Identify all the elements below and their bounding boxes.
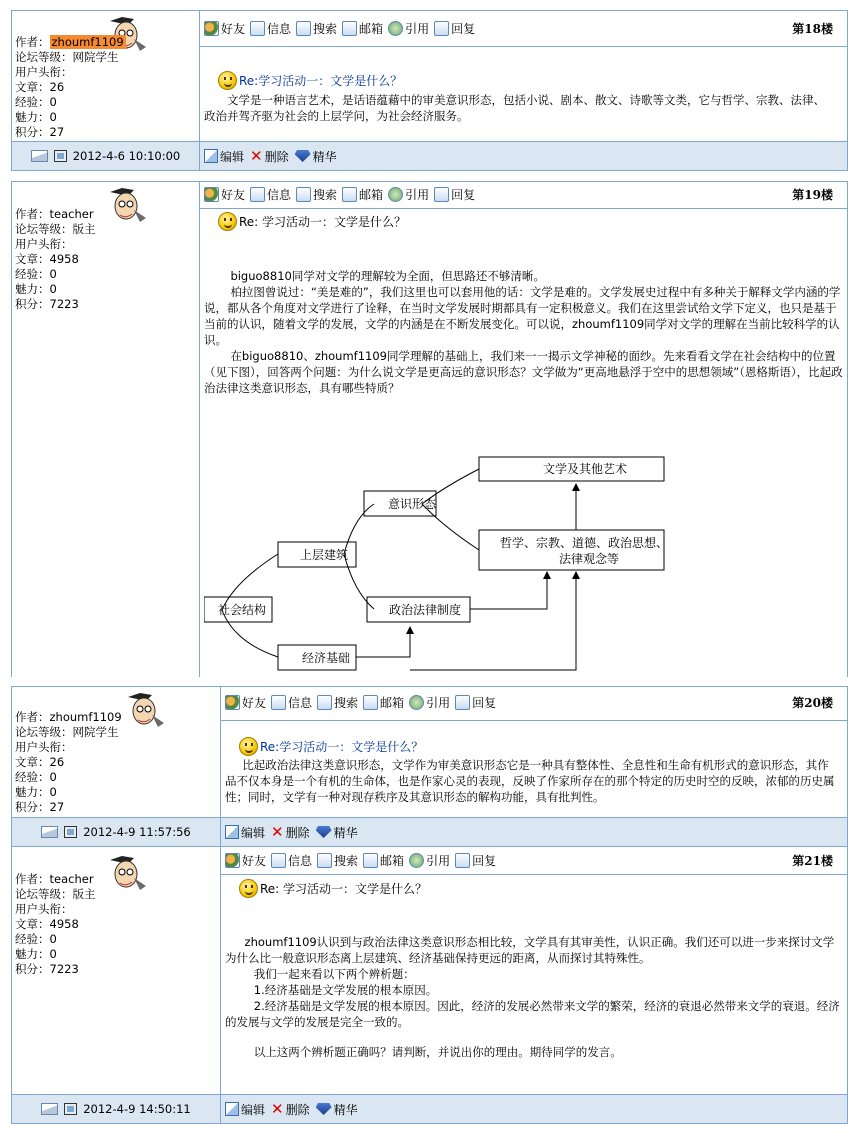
reply-icon (455, 695, 470, 710)
mail-button[interactable] (363, 694, 404, 711)
quote-label: 引用 (426, 696, 451, 710)
smiley-icon (239, 879, 258, 898)
post-actions (200, 142, 847, 170)
quote-label: 引用 (426, 854, 451, 868)
exp-value: 0 (49, 932, 57, 946)
author-name[interactable]: zhoumf1109 (51, 35, 124, 49)
avatar (104, 852, 148, 892)
body-paragraph: 以上这两个辨析题正确吗？请判断，并说出你的理由。期待同学的发言。 (253, 1045, 622, 1059)
info-label: 信息 (267, 22, 292, 36)
search-doc-icon (296, 187, 311, 202)
search-button[interactable] (296, 186, 337, 203)
points-value: 27 (49, 800, 65, 814)
points-label: 积分： (15, 962, 50, 976)
info-button[interactable] (250, 20, 291, 37)
post-toolbar (225, 694, 496, 711)
search-label: 搜索 (313, 22, 338, 36)
delete-button[interactable] (250, 148, 289, 165)
gem-icon (316, 826, 332, 838)
info-button[interactable] (271, 694, 312, 711)
charm-value: 0 (49, 947, 57, 961)
post-title (218, 212, 406, 231)
post-date: 2012-4-6 10:10:00 (72, 149, 181, 163)
charm-label: 魅力： (15, 947, 50, 961)
reply-button[interactable] (434, 20, 475, 37)
author-label: 作者： (15, 872, 50, 886)
level-label: 论坛等级： (15, 725, 73, 739)
edit-icon (204, 149, 218, 163)
delete-label: 删除 (264, 149, 289, 164)
author-panel (12, 847, 221, 1096)
message-icon[interactable] (41, 826, 58, 838)
envelope-icon (342, 21, 357, 36)
info-button[interactable] (271, 852, 312, 869)
friend-button[interactable] (204, 186, 245, 203)
post-18 (11, 10, 848, 171)
mail-label: 邮箱 (359, 22, 384, 36)
posts-value: 4958 (49, 252, 79, 266)
friends-icon (204, 187, 219, 202)
social-structure-diagram (204, 452, 674, 677)
mail-label: 邮箱 (380, 854, 405, 868)
essence-button[interactable] (316, 824, 358, 841)
post-date: 2012-4-9 14:50:11 (83, 1102, 191, 1116)
ip-icon[interactable] (54, 150, 67, 162)
quote-label: 引用 (405, 22, 430, 36)
friend-label: 好友 (221, 188, 246, 202)
edit-icon (225, 825, 239, 839)
post-body (204, 92, 834, 124)
document-icon (250, 21, 265, 36)
post-meta-footer (12, 818, 221, 846)
edit-icon (225, 1102, 239, 1116)
post-title-text: Re:学习活动一：文学是什么？ (260, 740, 424, 754)
reply-button[interactable] (434, 186, 475, 203)
friend-button[interactable] (204, 20, 245, 37)
quote-button[interactable] (388, 20, 429, 37)
friend-label: 好友 (221, 22, 246, 36)
quote-label: 引用 (405, 188, 430, 202)
title-label: 用户头衔： (15, 237, 73, 251)
post-date: 2012-4-9 11:57:56 (83, 825, 191, 839)
level-value: 版主 (72, 222, 96, 236)
post-actions (221, 1095, 847, 1123)
mail-button[interactable] (363, 852, 404, 869)
points-value: 7223 (49, 962, 79, 976)
post-toolbar (225, 852, 496, 869)
charm-value: 0 (49, 282, 57, 296)
author-panel (12, 11, 200, 143)
exp-value: 0 (49, 95, 57, 109)
header-divider (221, 874, 847, 875)
delete-icon: ✕ (271, 1100, 284, 1118)
exp-label: 经验： (15, 267, 50, 281)
post-20 (11, 686, 848, 846)
smiley-icon (218, 212, 237, 231)
post-title (218, 71, 402, 90)
essence-button[interactable] (316, 1101, 358, 1118)
edit-label: 编辑 (241, 1102, 266, 1117)
header-divider (200, 208, 847, 209)
author-name[interactable]: teacher (49, 207, 94, 221)
message-icon[interactable] (31, 150, 48, 162)
charm-label: 魅力： (15, 110, 50, 124)
floor-number: 第21楼 (792, 854, 833, 868)
body-paragraph: 文学是一种语言艺术，是话语蕴藉中的审美意识形态，包括小说、剧本、散文、诗歌等文类，它与哲学、宗教、法律、政治并驾齐驱为社会的上层学问，为社会经济服务。 (204, 93, 825, 123)
mail-label: 邮箱 (359, 188, 384, 202)
document-icon (250, 187, 265, 202)
friend-button[interactable] (225, 694, 266, 711)
level-value: 网院学生 (72, 50, 119, 64)
post-toolbar (204, 186, 475, 203)
quote-icon (409, 853, 424, 868)
post-title-text: Re: 学习活动一：文学是什么？ (239, 215, 407, 229)
exp-label: 经验： (15, 95, 50, 109)
author-label: 作者： (15, 710, 50, 724)
delete-button[interactable] (271, 1101, 310, 1118)
gem-icon (316, 1103, 332, 1115)
essence-label: 精华 (333, 1102, 358, 1117)
friend-button[interactable] (225, 852, 266, 869)
floor-number: 第18楼 (792, 22, 833, 36)
label-politics-law: 政治法律制度 (389, 603, 462, 617)
reply-icon (434, 187, 449, 202)
avatar (122, 689, 166, 729)
ip-icon[interactable] (64, 826, 77, 838)
search-label: 搜索 (334, 696, 359, 710)
points-label: 积分： (15, 125, 50, 139)
edit-label: 编辑 (241, 825, 266, 840)
floor-number: 第20楼 (792, 696, 833, 710)
label-economic-base: 经济基础 (302, 651, 351, 665)
post-body (225, 934, 843, 1060)
body-paragraph: 2.经济基础是文学发展的根本原因。因此，经济的发展必然带来文学的繁荣，经济的衰退必然带来文学的衰退。经济的发展与文学的发展是完全一致的。 (225, 999, 840, 1029)
envelope-icon (363, 695, 378, 710)
document-icon (271, 853, 286, 868)
reply-button[interactable] (455, 852, 496, 869)
reply-icon (455, 853, 470, 868)
body-paragraph: 1.经济基础是文学发展的根本原因。 (253, 983, 438, 997)
info-button[interactable] (250, 186, 291, 203)
title-label: 用户头衔： (15, 65, 73, 79)
charm-label: 魅力： (15, 785, 50, 799)
posts-value: 26 (49, 80, 65, 94)
level-label: 论坛等级： (15, 50, 73, 64)
title-label: 用户头衔： (15, 740, 73, 754)
document-icon (271, 695, 286, 710)
reply-label: 回复 (472, 696, 497, 710)
title-label: 用户头衔： (15, 902, 73, 916)
author-meta (15, 710, 122, 815)
label-society: 社会结构 (218, 603, 267, 617)
body-paragraph: biguo8810同学对文学的理解较为全面，但思路还不够清晰。 (230, 269, 545, 283)
body-paragraph: 在biguo8810、zhoumf1109同学理解的基础上，我们来一一揭示文学神秘的面纱。先来看看文学在社会结构中的位置（见下图），回答两个问题：为什么说文学是更高远的意识形态？文学做为“更高地悬浮于空中的思想领域”（恩格斯语），比起政治法律这类意识形态，具有哪些特质？ (204, 349, 843, 395)
exp-value: 0 (49, 267, 57, 281)
post-footer (12, 817, 847, 846)
author-name[interactable]: teacher (49, 872, 94, 886)
quote-icon (388, 187, 403, 202)
info-label: 信息 (288, 854, 313, 868)
search-button[interactable] (317, 694, 358, 711)
level-label: 论坛等级： (15, 222, 73, 236)
edit-button[interactable] (225, 824, 265, 841)
essence-label: 精华 (312, 149, 337, 164)
edit-button[interactable] (204, 148, 244, 165)
author-name[interactable]: zhoumf1109 (49, 710, 122, 724)
quote-button[interactable] (409, 852, 450, 869)
charm-value: 0 (49, 110, 57, 124)
reply-label: 回复 (451, 188, 476, 202)
posts-label: 文章： (15, 80, 50, 94)
smiley-icon (239, 737, 258, 756)
envelope-icon (363, 853, 378, 868)
charm-label: 魅力： (15, 282, 50, 296)
mail-button[interactable] (342, 186, 383, 203)
friends-icon (225, 695, 240, 710)
label-philosophy-2: 法律观念等 (559, 552, 620, 566)
post-title (239, 737, 423, 756)
post-meta-footer (12, 142, 200, 170)
points-label: 积分： (15, 800, 50, 814)
label-philosophy-1: 哲学、宗教、道德、政治思想、 (500, 536, 669, 550)
info-label: 信息 (288, 696, 313, 710)
envelope-icon (342, 187, 357, 202)
search-button[interactable] (317, 852, 358, 869)
post-title (239, 879, 427, 898)
floor-number: 第19楼 (792, 188, 833, 202)
ip-icon[interactable] (64, 1103, 77, 1115)
post-body (204, 268, 846, 396)
author-panel (12, 182, 200, 677)
post-actions (221, 818, 847, 846)
essence-label: 精华 (333, 825, 358, 840)
quote-button[interactable] (409, 694, 450, 711)
reply-label: 回复 (451, 22, 476, 36)
search-doc-icon (317, 853, 332, 868)
smiley-icon (218, 71, 237, 90)
delete-label: 删除 (285, 1102, 310, 1117)
author-meta (15, 35, 126, 140)
search-doc-icon (317, 695, 332, 710)
quote-button[interactable] (388, 186, 429, 203)
author-meta (15, 872, 96, 977)
post-content (221, 687, 847, 717)
exp-label: 经验： (15, 932, 50, 946)
post-content (221, 847, 847, 877)
friend-label: 好友 (242, 696, 267, 710)
author-panel (12, 687, 221, 818)
search-label: 搜索 (313, 188, 338, 202)
points-value: 27 (49, 125, 65, 139)
essence-button[interactable] (295, 148, 337, 165)
posts-value: 26 (49, 755, 65, 769)
exp-value: 0 (49, 770, 57, 784)
body-paragraph: zhoumf1109认识到与政治法律这类意识形态相比较，文学具有其审美性，认识正确。我们还可以进一步来探讨文学为什么比一般意识形态离上层建筑、经济基础保持更远的距离，从而探讨其特殊性。 (225, 935, 835, 965)
post-21 (11, 846, 848, 1124)
charm-value: 0 (49, 785, 57, 799)
header-divider (200, 46, 847, 47)
quote-icon (388, 21, 403, 36)
posts-label: 文章： (15, 917, 50, 931)
avatar (104, 184, 148, 224)
header-divider (221, 720, 847, 721)
reply-icon (434, 21, 449, 36)
body-paragraph: 比起政治法律这类意识形态，文学作为审美意识形态它是一种具有整体性、全息性和生命有机形式的意识形态，其作品不仅本身是一个有机的生命体，也是作家心灵的表现，反映了作家所存在的那个特定的历史时空的反映，浓郁的历史属性；同时，文学有一种对现存秩序及其意识形态的解构功能，具有批判性。 (225, 758, 835, 804)
delete-icon: ✕ (250, 147, 263, 165)
posts-value: 4958 (49, 917, 79, 931)
post-footer (12, 141, 847, 170)
post-19 (11, 181, 848, 677)
delete-label: 删除 (285, 825, 310, 840)
points-value: 7223 (49, 297, 79, 311)
level-value: 版主 (72, 887, 96, 901)
reply-label: 回复 (472, 854, 497, 868)
friends-icon (204, 21, 219, 36)
label-literature: 文学及其他艺术 (543, 462, 628, 476)
message-icon[interactable] (41, 1103, 58, 1115)
post-footer (12, 1094, 847, 1123)
post-meta-footer (12, 1095, 221, 1123)
mail-button[interactable] (342, 20, 383, 37)
level-value: 网院学生 (72, 725, 119, 739)
author-label: 作者： (15, 35, 50, 49)
friend-label: 好友 (242, 854, 267, 868)
reply-button[interactable] (455, 694, 496, 711)
search-button[interactable] (296, 20, 337, 37)
body-paragraph: 我们一起来看以下两个辨析题： (253, 967, 415, 981)
post-title-text: Re:学习活动一：文学是什么？ (239, 74, 403, 88)
posts-label: 文章： (15, 755, 50, 769)
author-meta (15, 207, 96, 312)
post-toolbar (204, 20, 475, 37)
level-label: 论坛等级： (15, 887, 73, 901)
friends-icon (225, 853, 240, 868)
quote-icon (409, 695, 424, 710)
exp-label: 经验： (15, 770, 50, 784)
body-paragraph: 柏拉图曾说过：“美是难的”，我们这里也可以套用他的话：文学是难的。文学发展史过程中有多种关于解释文学内涵的学说，都从各个角度对文学进行了诠释，在当时文学发展时期都具有一定积极意义。我们在这里尝试给文学下定义，也只是基于当前的认识，随着文学的发展，文学的内涵是在不断发展变化。可以说，zhoumf1109同学对文学的理解在当前比较科学的认识。 (204, 285, 841, 347)
post-title-text: Re: 学习活动一：文学是什么？ (260, 882, 428, 896)
posts-label: 文章： (15, 252, 50, 266)
author-label: 作者： (15, 207, 50, 221)
label-superstructure: 上层建筑 (300, 548, 349, 562)
search-doc-icon (296, 21, 311, 36)
points-label: 积分： (15, 297, 50, 311)
delete-button[interactable] (271, 824, 310, 841)
info-label: 信息 (267, 188, 292, 202)
edit-label: 编辑 (220, 149, 245, 164)
post-body (225, 757, 839, 805)
search-label: 搜索 (334, 854, 359, 868)
label-ideology: 意识形态 (388, 497, 437, 511)
gem-icon (295, 150, 311, 162)
mail-label: 邮箱 (380, 696, 405, 710)
edit-button[interactable] (225, 1101, 265, 1118)
delete-icon: ✕ (271, 823, 284, 841)
